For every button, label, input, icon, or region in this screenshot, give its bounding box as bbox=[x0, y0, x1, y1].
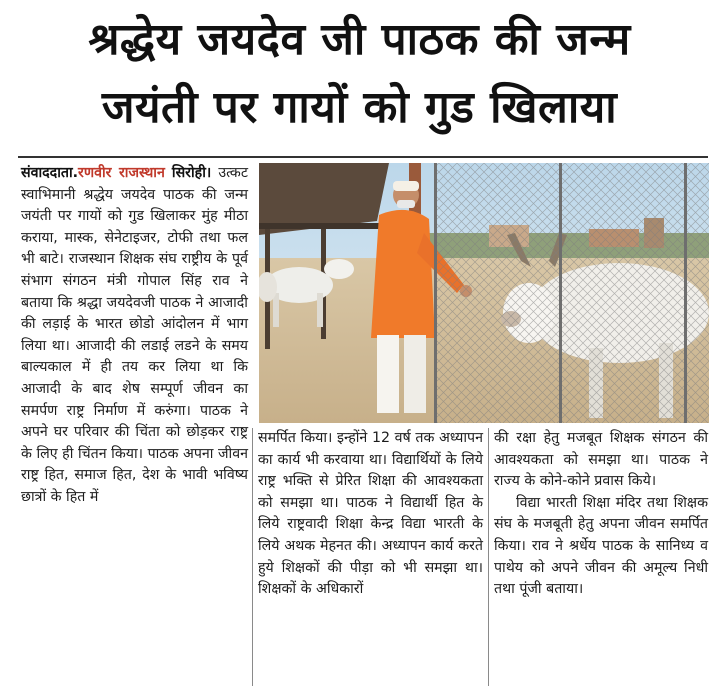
column-divider-2 bbox=[488, 428, 489, 686]
column-divider-1 bbox=[252, 428, 253, 686]
headline-rule bbox=[18, 156, 708, 158]
column-3-para-1: की रक्षा हेतु मजबूत शिक्षक संगठन की आवश्यकता को समझा था। पाठक ने राज्य के कोने-कोने प्रवास किये। bbox=[494, 430, 708, 490]
article-column-2 bbox=[258, 428, 483, 601]
headline bbox=[0, 6, 719, 142]
byline bbox=[21, 165, 165, 181]
headline-line-2: जयंती पर गायों को गुड खिलाया bbox=[101, 82, 618, 133]
news-photo bbox=[259, 163, 709, 423]
byline-reporter: रणवीर राजस्थान bbox=[78, 165, 165, 181]
byline-label: संवाददाता. bbox=[21, 165, 79, 181]
headline-line-1: श्रद्धेय जयदेव जी पाठक की जन्म bbox=[88, 14, 631, 65]
column-1-text: उत्कट स्वाभिमानी श्रद्धेय जयदेव पाठक की जन्म जयंती पर गायों को गुड खिलाकर मुंह मीठा कराया, मास्क, सेनेटाइजर, टोफी तथा फल भी बाटे। राजस्थान शिक्षक संघ राष्ट्रीय के पूर्व संभाग संगठन मंत्री गोपाल सिंह राव ने बताया कि श्रद्धा जयदेवजी पाठक ने आजादी की लड़ाई के भारत छोडो आंदोलन में भाग लिया था। आजादी की लडाई लडने के समय बाल्यकाल में ही तय कर लिया था कि आजादी के बाद शेष सम्पूर्ण जीवन का समर्पण राष्ट्र निर्माण में करुंगा। पाठक ने अपने घर परिवार की चिंता को छोड़कर राष्ट्र के लिए ही चिंतन किया। पाठक अपना जीवन राष्ट्र हित, समाज हित, देश के भावी भविष्य छात्रों के हित में bbox=[21, 165, 248, 505]
article-column-1 bbox=[21, 163, 248, 509]
dateline: सिरोही। bbox=[171, 165, 212, 181]
column-3-para-2: विद्या भारती शिक्षा मंदिर तथा शिक्षक संघ के मजबूती हेतु अपना जीवन समर्पित किया। राव ने श्रर्धेय पाठक के सानिध्य व पाथेय को अपने जीवन की अमूल्य निधी तथा पूंजी बताया। bbox=[494, 494, 708, 598]
column-2-text: समर्पित किया। इन्होंने 12 वर्ष तक अध्यापन का कार्य भी करवाया था। विद्यार्थियों के लिये राष्ट्र भक्ति से प्रेरित शिक्षा की आवश्यकता को समझा था। पाठक ने विद्यार्थी हित के लिये राष्ट्रवादी शिक्षा केन्द्र विद्या भारती के लिये अथक मेहनत की। अध्यापन कार्य करते हुये शिक्षकों की पीड़ा को भी समझा था। शिक्षकों के अधिकारों bbox=[258, 430, 483, 598]
photo-illustration bbox=[259, 163, 709, 423]
article-column-3 bbox=[494, 428, 708, 601]
